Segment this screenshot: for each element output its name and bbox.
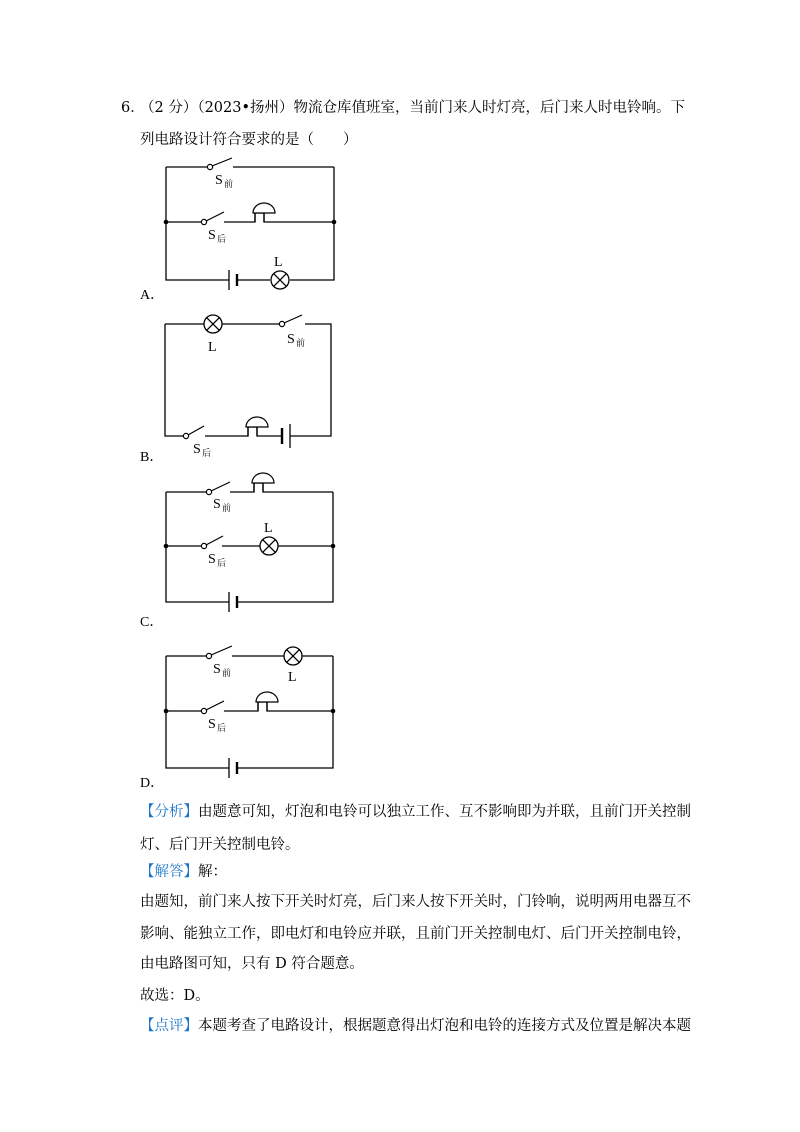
option-b-label: B． bbox=[140, 450, 164, 465]
circuit-diagram-a bbox=[160, 160, 350, 295]
svg-text:L: L bbox=[274, 255, 283, 270]
svg-text:L: L bbox=[288, 670, 297, 685]
svg-text:前: 前 bbox=[224, 179, 234, 189]
answer-header bbox=[140, 862, 227, 882]
svg-text:S: S bbox=[193, 442, 201, 457]
answer-line1: 由题知，前门来人按下开关时灯亮，后门来人按下开关时，门铃响，说明两用电器互不 bbox=[140, 894, 691, 910]
question-number: 6． bbox=[121, 100, 145, 116]
svg-text:后: 后 bbox=[217, 234, 227, 244]
svg-text:L: L bbox=[208, 340, 217, 355]
comment-tag: 【点评】 bbox=[140, 1018, 198, 1034]
analysis-tag: 【分析】 bbox=[140, 804, 198, 820]
analysis-text: 由题意可知，灯泡和电铃可以独立工作、互不影响即为并联，且前门开关控制 bbox=[198, 804, 691, 820]
svg-text:S: S bbox=[208, 228, 216, 243]
svg-text:后: 后 bbox=[217, 558, 227, 568]
answer-line3: 由电路图可知，只有 D 符合题意。 bbox=[140, 956, 364, 972]
svg-text:前: 前 bbox=[222, 668, 232, 678]
option-d-label: D． bbox=[140, 776, 165, 791]
circuit-diagram-b bbox=[160, 312, 350, 458]
comment-text: 本题考查了电路设计，根据题意得出灯泡和电铃的连接方式及位置是解决本题 bbox=[198, 1018, 691, 1034]
analysis-line1 bbox=[140, 802, 691, 822]
svg-text:S: S bbox=[208, 717, 216, 732]
option-a-label: A． bbox=[140, 288, 165, 303]
answer-line2: 影响、能独立工作，即电灯和电铃应并联，且前门开关控制电灯、后门开关控制电铃， bbox=[140, 926, 691, 942]
comment-line bbox=[140, 1016, 691, 1036]
circuit-diagram-c bbox=[160, 470, 350, 610]
svg-text:前: 前 bbox=[296, 338, 306, 348]
analysis-line2: 灯、后门开关控制电铃。 bbox=[140, 837, 300, 853]
svg-text:S: S bbox=[213, 662, 221, 677]
svg-text:S: S bbox=[215, 173, 223, 188]
circuit-diagram-d bbox=[160, 636, 350, 776]
svg-text:前: 前 bbox=[222, 503, 232, 513]
svg-text:S: S bbox=[287, 332, 295, 347]
question-stem-line1: （2 分）（2023•扬州）物流仓库值班室，当前门来人时灯亮，后门来人时电铃响。下 bbox=[140, 100, 686, 116]
svg-text:S: S bbox=[213, 497, 221, 512]
svg-text:后: 后 bbox=[217, 723, 227, 733]
answer-head: 解： bbox=[198, 864, 227, 880]
svg-text:后: 后 bbox=[202, 448, 212, 458]
option-c-label: C． bbox=[140, 615, 164, 630]
answer-tag: 【解答】 bbox=[140, 864, 198, 880]
question-stem-line2: 列电路设计符合要求的是（ ） bbox=[140, 132, 358, 148]
answer-choice: 故选：D。 bbox=[140, 988, 210, 1004]
svg-text:S: S bbox=[208, 552, 216, 567]
svg-text:L: L bbox=[264, 521, 273, 536]
